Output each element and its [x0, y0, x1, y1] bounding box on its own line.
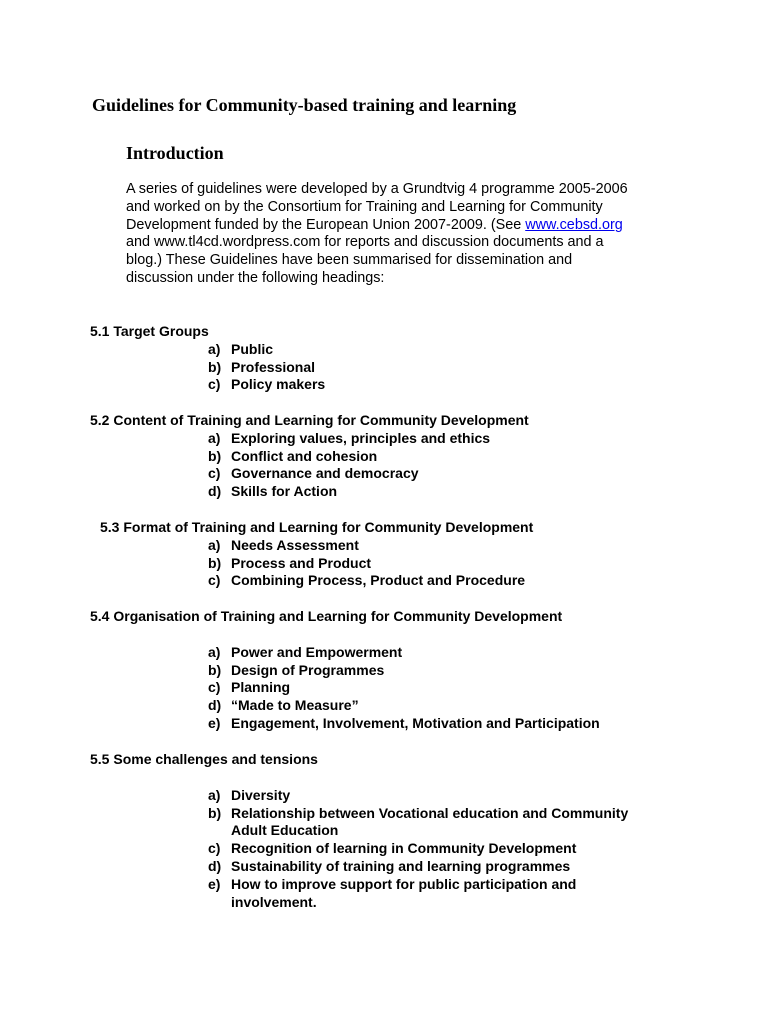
list-item	[90, 341, 325, 359]
list-item	[100, 572, 533, 590]
list-marker: a)	[208, 643, 221, 660]
list-item-text: Conflict and cohesion	[231, 447, 378, 464]
list-item-continuation: involvement.	[231, 893, 317, 910]
list-item	[90, 858, 628, 876]
list-marker: c)	[208, 572, 221, 589]
list-marker: a)	[208, 536, 221, 553]
list-item-continuation: Adult Education	[231, 822, 339, 839]
list-marker: e)	[208, 875, 221, 892]
list-item	[90, 359, 325, 377]
list-marker: c)	[208, 679, 221, 696]
intro-line	[126, 217, 686, 235]
section-heading: 5.2 Content of Training and Learning for Community Development	[90, 412, 529, 428]
section-list	[90, 787, 628, 912]
list-item	[90, 662, 600, 680]
list-marker: d)	[208, 483, 222, 500]
list-item	[90, 787, 628, 805]
list-item	[90, 644, 600, 662]
list-item	[90, 376, 325, 394]
list-item	[90, 465, 529, 483]
section-list	[90, 430, 529, 501]
list-item-text: Needs Assessment	[231, 536, 359, 553]
intro-line: A series of guidelines were developed by a Grundtvig 4 programme 2005-2006	[126, 181, 628, 197]
list-item	[90, 876, 628, 912]
list-marker: e)	[208, 714, 221, 731]
list-item-text: Exploring values, principles and ethics	[231, 429, 491, 446]
list-item-text: Design of Programmes	[231, 661, 385, 678]
intro-line-text: Development funded by the European Union 2007-2009. (See	[126, 216, 526, 233]
list-item-text: Diversity	[231, 786, 291, 803]
list-marker: b)	[208, 661, 222, 678]
section-heading: 5.5 Some challenges and tensions	[90, 751, 318, 767]
list-marker: b)	[208, 804, 222, 821]
section-heading: 5.3 Format of Training and Learning for Community Development	[100, 519, 534, 535]
list-item	[90, 805, 628, 841]
list-marker: c)	[208, 840, 221, 857]
list-marker: d)	[208, 857, 222, 874]
list-marker: b)	[208, 554, 222, 571]
list-marker: b)	[208, 447, 222, 464]
intro-line: and worked on by the Consortium for Training and Learning for Community	[126, 198, 603, 215]
list-marker: a)	[208, 786, 221, 803]
list-item-text: How to improve support for public participation and	[231, 875, 577, 892]
section-list	[90, 341, 325, 394]
list-item-text: Policy makers	[231, 376, 326, 393]
list-item-text: Governance and democracy	[231, 465, 419, 482]
list-item	[100, 555, 533, 573]
section-list	[90, 644, 600, 733]
section-heading: 5.1 Target Groups	[90, 323, 209, 339]
list-item	[90, 448, 529, 466]
cebsd-link[interactable]: www.cebsd.org	[525, 216, 623, 233]
list-item-text: Process and Product	[231, 554, 372, 571]
list-marker: c)	[208, 376, 221, 393]
list-item-text: Professional	[231, 358, 316, 375]
section-challenges	[90, 751, 628, 911]
list-marker: d)	[208, 697, 222, 714]
section-content	[90, 412, 529, 501]
list-marker: a)	[208, 429, 221, 446]
section-target-groups	[90, 323, 325, 394]
section-format	[100, 519, 533, 590]
list-item-text: Public	[231, 340, 274, 357]
list-item-text: Planning	[231, 679, 291, 696]
list-marker: c)	[208, 465, 221, 482]
introduction-paragraph	[126, 181, 686, 288]
intro-line: and www.tl4cd.wordpress.com for reports and discussion documents and a	[126, 234, 604, 251]
section-organisation	[90, 608, 600, 733]
section-list	[100, 537, 533, 590]
list-item	[100, 537, 533, 555]
list-item	[90, 840, 628, 858]
document-title: Guidelines for Community-based training and learning	[92, 95, 517, 115]
list-marker: a)	[208, 340, 221, 357]
list-item-text: Skills for Action	[231, 483, 338, 500]
list-item-text: Engagement, Involvement, Motivation and Participation	[231, 714, 600, 731]
list-item-text: Relationship between Vocational education and Community	[231, 804, 629, 821]
intro-line: blog.) These Guidelines have been summarised for dissemination and	[126, 252, 573, 269]
list-item-text: Sustainability of training and learning programmes	[231, 857, 571, 874]
section-heading: 5.4 Organisation of Training and Learning for Community Development	[90, 608, 563, 624]
list-item-text: Power and Empowerment	[231, 643, 403, 660]
list-item	[90, 483, 529, 501]
list-item	[90, 430, 529, 448]
list-item-text: Recognition of learning in Community Development	[231, 840, 577, 857]
list-item	[90, 715, 600, 733]
list-item-text: Combining Process, Product and Procedure	[231, 572, 526, 589]
list-marker: b)	[208, 358, 222, 375]
intro-line: discussion under the following headings:	[126, 269, 385, 286]
list-item	[90, 679, 600, 697]
introduction-heading: Introduction	[126, 143, 224, 163]
list-item-text: “Made to Measure”	[231, 697, 359, 714]
list-item	[90, 697, 600, 715]
